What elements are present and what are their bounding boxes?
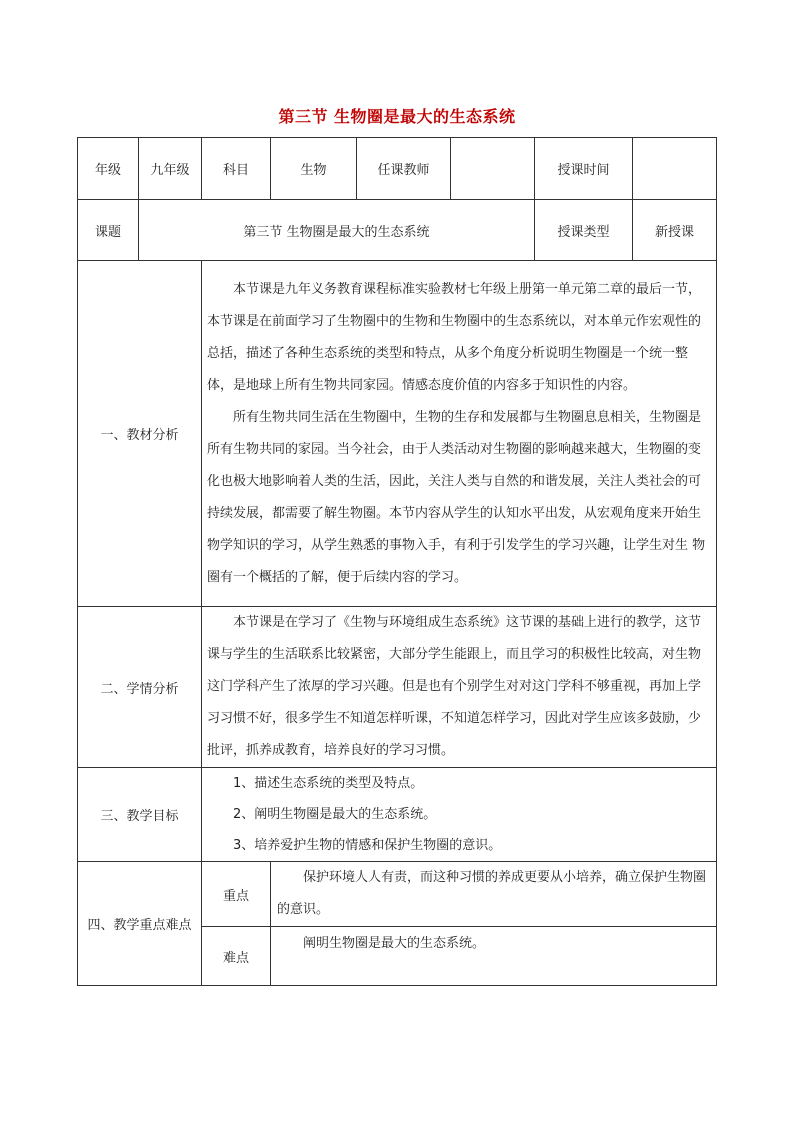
key-point-label: 重点 [202,862,271,927]
textbook-analysis-content [202,261,717,607]
student-paragraph: 本节课是在学习了《生物与环境组成生态系统》这节课的基础上进行的教学，这节课与学生的生活联系比较紧密，大部分学生能跟上，而且学习的积极性比较高，对生物这门学科产生了浓厚的学习兴趣。但是也有个别学生对对这门学科不够重视，再加上学习习惯不好，很多学生不知道怎样听课，不知道怎样学习，因此对学生应该多鼓励，少批评，抓养成教育，培养良好的学习习惯。 [207,615,702,758]
teaching-goals-row [78,768,717,862]
type-value: 新授课 [633,200,717,261]
goal-item: 3、培养爱护生物的情感和保护生物圈的意识。 [233,838,502,853]
student-analysis-row [78,607,717,768]
topic-value: 第三节 生物圈是最大的生态系统 [139,200,535,261]
page-title: 第三节 生物圈是最大的生态系统 [278,107,516,126]
difficult-point-text: 阐明生物圈是最大的生态系统。 [303,936,486,951]
goal-item: 1、描述生态系统的类型及特点。 [233,776,424,791]
student-analysis-content [202,607,717,768]
subject-label: 科目 [202,138,271,200]
teacher-value [451,138,535,200]
lesson-plan-table [77,137,717,986]
grade-value: 九年级 [139,138,202,200]
textbook-paragraph: 所有生物共同生活在生物圈中，生物的生存和发展都与生物圈息息相关，生物圈是所有生物共同的家园。当今社会，由于人类活动对生物圈的影响越来越大，生物圈的变化也极大地影响着人类的生活，因此，关注人类与自然的和谐发展，关注人类社会的可持续发展，都需要了解生物圈。本节内容从学生的认知水平出发，从宏观角度来开始生物学知识的学习，从学生熟悉的事物入手，有利于引发学生的学习兴趣，让学生对生 物圈有一个概括的了解，便于后续内容的学习。 [207,409,706,585]
topic-row [78,200,717,261]
teaching-goals-content [202,768,717,862]
time-label: 授课时间 [535,138,633,200]
teacher-label: 任课教师 [357,138,451,200]
difficult-point-content [271,927,717,986]
difficult-point-label: 难点 [202,927,271,986]
textbook-analysis-label: 一、教材分析 [78,261,202,607]
textbook-paragraph: 本节课是九年义务教育课程标准实验教材七年级上册第一单元第二章的最后一节，本节课是在前面学习了生物圈中的生物和生物圈中的生态系统以，对本单元作宏观性的总括，描述了各种生态系统的类型和特点，从多个角度分析说明生物圈是一个统一整体，是地球上所有生物共同家园。情感态度价值的内容多于知识性的内容。 [207,281,702,393]
subject-value: 生物 [271,138,357,200]
textbook-analysis-row [78,261,717,607]
student-analysis-label: 二、学情分析 [78,607,202,768]
key-point-content [271,862,717,927]
type-label: 授课类型 [535,200,633,261]
key-point-row [78,862,717,927]
key-point-text: 保护环境人人有责，而这种习惯的养成更要从小培养，确立保护生物圈的意识。 [277,870,707,917]
goal-item: 2、阐明生物圈是最大的生态系统。 [233,807,437,822]
topic-label: 课题 [78,200,139,261]
key-difficult-label: 四、教学重点难点 [78,862,202,986]
header-row [78,138,717,200]
grade-label: 年级 [78,138,139,200]
teaching-goals-label: 三、教学目标 [78,768,202,862]
time-value [633,138,717,200]
